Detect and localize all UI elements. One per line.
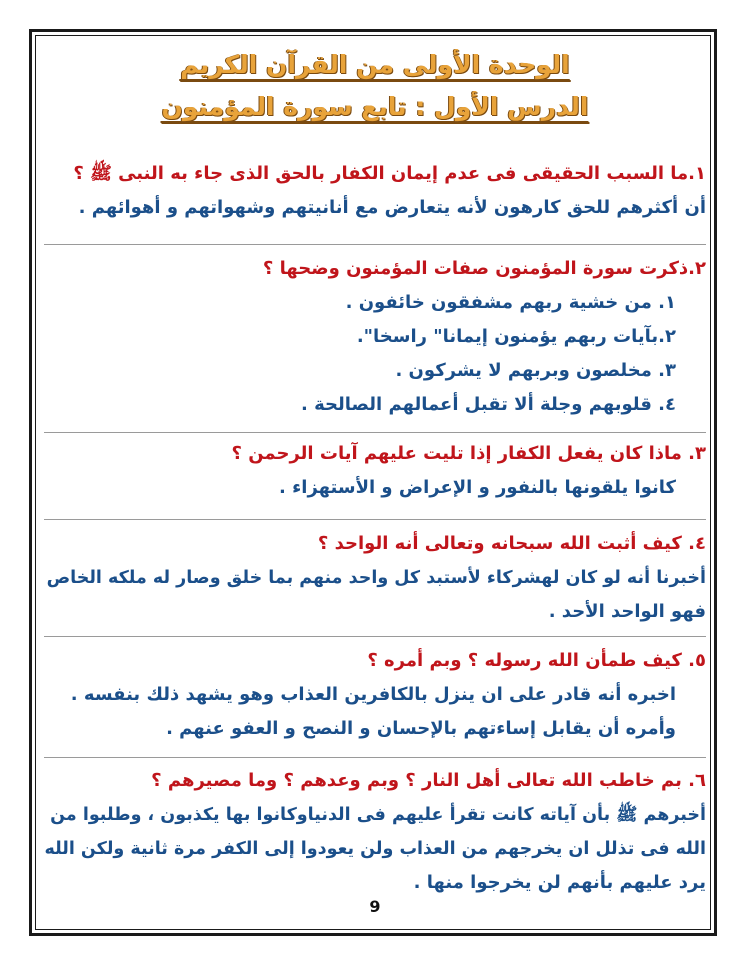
unit-title: الوحدة الأولى من القرآن الكريم	[180, 50, 570, 79]
question-block-1	[44, 157, 706, 225]
answer-5-line: اخبره أنه قادر على ان ينزل بالكافرين العذاب وهو يشهد ذلك بنفسه .	[70, 684, 676, 705]
unit-title-container	[40, 50, 710, 79]
question-4: ٤. كيف أثبت الله سبحانه وتعالى أنه الواحد ؟	[317, 533, 706, 554]
divider	[44, 757, 706, 758]
question-2: ٢.ذكرت سورة المؤمنون صفات المؤمنون وضحها ؟	[262, 258, 706, 279]
answer-4-line: فهو الواحد الأحد .	[548, 601, 706, 622]
answer-2-point: ٣. مخلصون وبربهم لا يشركون .	[395, 360, 676, 381]
divider	[44, 244, 706, 245]
answer-4-line: أخبرنا أنه لو كان لهشركاء لأستبد كل واحد منهم بما خلق وصار له ملكه الخاص	[46, 568, 706, 588]
answer-5-line: وأمره أن يقابل إساءتهم بالإحسان و النصح و العفو عنهم .	[166, 718, 676, 739]
question-block-5	[44, 644, 706, 746]
divider	[44, 519, 706, 520]
answer-3: كانوا يلقونها بالنفور و الإعراض و الأستهزاء .	[278, 477, 676, 498]
answer-2-point: ٤. قلوبهم وجلة ألا تقبل أعمالهم الصالحة .	[301, 394, 676, 415]
question-block-6	[44, 764, 706, 900]
question-block-2	[44, 252, 706, 422]
question-6: ٦. بم خاطب الله تعالى أهل النار ؟ وبم وعدهم ؟ وما مصيرهم ؟	[151, 770, 706, 791]
question-1: ١.ما السبب الحقيقى فى عدم إيمان الكفار بالحق الذى جاء به النبى ﷺ ؟	[73, 163, 706, 184]
answer-2-point: ٢.بآيات ربهم يؤمنون إيمانا" راسخا".	[356, 326, 676, 347]
page-number: 9	[369, 897, 381, 916]
lesson-title-container	[40, 92, 710, 121]
answer-6-line: الله فى تذلل ان يخرجهم من العذاب ولن يعودوا إلى الكفر مرة ثانية ولكن الله	[44, 839, 706, 859]
divider	[44, 636, 706, 637]
answer-1: أن أكثرهم للحق كارهون لأنه يتعارض مع أنانيتهم وشهواتهم و أهوائهم .	[78, 197, 706, 218]
answer-6-line: يرد عليهم بأنهم لن يخرجوا منها .	[413, 872, 706, 893]
answer-2-point: ١. من خشية ربهم مشفقون خائفون .	[345, 292, 676, 313]
divider	[44, 432, 706, 433]
answer-6-line: أخبرهم ﷺ بأن آياته كانت تقرأ عليهم فى الدنياوكانوا بها يكذبون ، وطلبوا من	[50, 805, 706, 825]
question-5: ٥. كيف طمأن الله رسوله ؟ وبم أمره ؟	[367, 650, 706, 671]
question-3: ٣. ماذا كان يفعل الكفار إذا تليت عليهم آيات الرحمن ؟	[231, 443, 706, 464]
lesson-title: الدرس الأول : تابع سورة المؤمنون	[161, 92, 589, 121]
question-block-3	[44, 437, 706, 505]
question-block-4	[44, 527, 706, 629]
